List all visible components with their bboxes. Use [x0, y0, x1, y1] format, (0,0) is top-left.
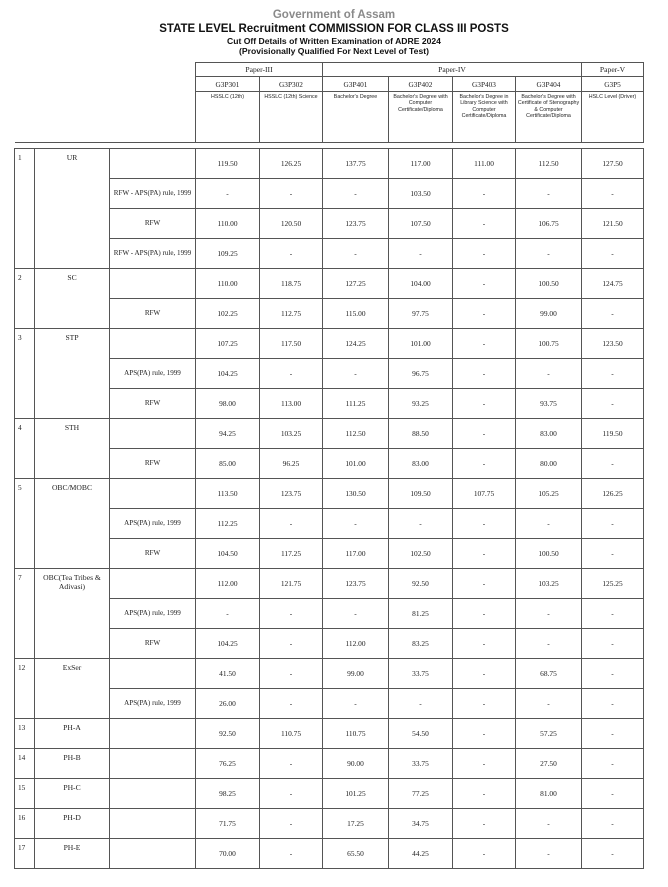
sub-category	[110, 809, 196, 839]
sub-category: RFW	[110, 389, 196, 419]
cutoff-value: 17.25	[323, 809, 389, 839]
cutoff-value: 101.00	[323, 449, 389, 479]
sub-category: RFW	[110, 539, 196, 569]
table-row	[15, 269, 644, 299]
cutoff-value: 119.50	[196, 149, 260, 179]
cutoff-value: 112.50	[323, 419, 389, 449]
cutoff-value: -	[453, 239, 516, 269]
cutoff-value: 117.00	[323, 539, 389, 569]
paper-iii-header: Paper-III	[196, 63, 323, 77]
cutoff-value: 107.75	[453, 479, 516, 509]
cutoff-value: -	[453, 329, 516, 359]
cutoff-value: 118.75	[260, 269, 323, 299]
cutoff-value: -	[582, 239, 644, 269]
cutoff-value: -	[516, 689, 582, 719]
cutoff-value: 113.50	[196, 479, 260, 509]
serial-number: 2	[15, 269, 35, 329]
cutoff-value: -	[323, 359, 389, 389]
paper-header-row	[15, 63, 644, 77]
cutoff-value: -	[453, 779, 516, 809]
cutoff-value: -	[389, 239, 453, 269]
serial-number: 5	[15, 479, 35, 569]
serial-number: 3	[15, 329, 35, 419]
cutoff-value: 70.00	[196, 839, 260, 869]
cutoff-value: 123.50	[582, 329, 644, 359]
cutoff-value: -	[582, 809, 644, 839]
table-row	[15, 509, 644, 539]
cutoff-value: 104.25	[196, 629, 260, 659]
code-g3p402: G3P402	[389, 77, 453, 92]
cutoff-value: -	[260, 659, 323, 689]
qualification-g3p5: HSLC Level (Driver)	[582, 92, 644, 143]
code-g3p401: G3P401	[323, 77, 389, 92]
sub-category	[110, 779, 196, 809]
cutoff-value: 109.50	[389, 479, 453, 509]
cutoff-value: -	[453, 839, 516, 869]
cutoff-value: -	[453, 509, 516, 539]
cutoff-value: 97.75	[389, 299, 453, 329]
cutoff-value: 120.50	[260, 209, 323, 239]
cutoff-value: -	[323, 179, 389, 209]
cutoff-value: 100.50	[516, 539, 582, 569]
cutoff-value: -	[582, 299, 644, 329]
cutoff-value: -	[260, 179, 323, 209]
cutoff-value: -	[453, 569, 516, 599]
cutoff-value: -	[582, 389, 644, 419]
cutoff-value: 119.50	[582, 419, 644, 449]
table-row	[15, 599, 644, 629]
table-row	[15, 329, 644, 359]
serial-number: 16	[15, 809, 35, 839]
cutoff-value: -	[582, 539, 644, 569]
sub-category: APS(PA) rule, 1999	[110, 359, 196, 389]
serial-number: 4	[15, 419, 35, 479]
cutoff-value: 110.75	[323, 719, 389, 749]
sub-category	[110, 419, 196, 449]
cutoff-value: -	[453, 749, 516, 779]
qualification-g3p401: Bachelor's Degree	[323, 92, 389, 143]
cutoff-value: 110.00	[196, 269, 260, 299]
category-name: PH-D	[35, 809, 110, 839]
category-name: PH-E	[35, 839, 110, 869]
cutoff-value: 107.50	[389, 209, 453, 239]
cutoff-value: 77.25	[389, 779, 453, 809]
cutoff-value: 68.75	[516, 659, 582, 689]
qualification-g3p402: Bachelor's Degree with Computer Certificate/Diploma	[389, 92, 453, 143]
government-title: Government of Assam	[272, 9, 396, 21]
cutoff-value: 117.25	[260, 539, 323, 569]
sub-category	[110, 149, 196, 179]
sub-category: RFW	[110, 629, 196, 659]
cutoff-value: -	[196, 179, 260, 209]
cutoff-value: -	[453, 809, 516, 839]
cutoff-value: 106.75	[516, 209, 582, 239]
qualification-header-row	[15, 92, 644, 143]
table-row	[15, 719, 644, 749]
cutoff-value: -	[516, 239, 582, 269]
cutoff-value: 101.00	[389, 329, 453, 359]
cutoff-value: 104.00	[389, 269, 453, 299]
category-name: STP	[35, 329, 110, 419]
code-g3p301: G3P301	[196, 77, 260, 92]
sub-category	[110, 269, 196, 299]
cutoff-value: 103.25	[516, 569, 582, 599]
cutoff-table	[14, 62, 644, 869]
cutoff-value: 98.25	[196, 779, 260, 809]
cutoff-value: 33.75	[389, 749, 453, 779]
cutoff-value: 93.75	[516, 389, 582, 419]
sub-category: RFW	[110, 299, 196, 329]
document-header	[0, 9, 668, 56]
cutoff-value: 98.00	[196, 389, 260, 419]
code-header-row	[15, 77, 644, 92]
cutoff-value: -	[453, 269, 516, 299]
cutoff-value: 81.00	[516, 779, 582, 809]
cutoff-value: 126.25	[582, 479, 644, 509]
cutoff-value: -	[260, 839, 323, 869]
serial-number: 7	[15, 569, 35, 659]
table-row	[15, 149, 644, 179]
cutoff-value: -	[516, 629, 582, 659]
cutoff-value: -	[260, 629, 323, 659]
cutoff-value: 126.25	[260, 149, 323, 179]
cutoff-value: -	[453, 659, 516, 689]
cutoff-value: 99.00	[323, 659, 389, 689]
sub-category: APS(PA) rule, 1999	[110, 509, 196, 539]
cutoff-value: 93.25	[389, 389, 453, 419]
cutoff-value: 26.00	[196, 689, 260, 719]
table-row	[15, 179, 644, 209]
cutoff-value: -	[582, 599, 644, 629]
table-row	[15, 809, 644, 839]
cutoff-value: -	[453, 599, 516, 629]
table-row	[15, 539, 644, 569]
cutoff-value: 81.25	[389, 599, 453, 629]
cutoff-value: 96.75	[389, 359, 453, 389]
qualification-g3p403: Bachelor's Degree in Library Science with Computer Certificate/Diploma	[453, 92, 516, 143]
table-row	[15, 779, 644, 809]
serial-number: 13	[15, 719, 35, 749]
cutoff-value: -	[453, 389, 516, 419]
commission-title: STATE LEVEL Recruitment COMMISSION FOR CLASS III POSTS	[159, 23, 509, 35]
sub-category	[110, 479, 196, 509]
cutoff-value: -	[582, 509, 644, 539]
serial-number: 17	[15, 839, 35, 869]
cutoff-value: 104.50	[196, 539, 260, 569]
cutoff-value: 99.00	[516, 299, 582, 329]
cutoff-value: 124.75	[582, 269, 644, 299]
cutoff-value: -	[389, 689, 453, 719]
cutoff-value: 123.75	[323, 569, 389, 599]
cutoff-value: 76.25	[196, 749, 260, 779]
cutoff-value: 127.50	[582, 149, 644, 179]
sub-category: RFW	[110, 449, 196, 479]
cutoff-value: -	[582, 719, 644, 749]
cutoff-value: 110.00	[196, 209, 260, 239]
sub-category: APS(PA) rule, 1999	[110, 689, 196, 719]
cutoff-value: -	[453, 689, 516, 719]
cutoff-value: -	[323, 689, 389, 719]
serial-number: 1	[15, 149, 35, 269]
cutoff-value: -	[582, 659, 644, 689]
table-row	[15, 659, 644, 689]
cutoff-value: 102.50	[389, 539, 453, 569]
cutoff-value: 112.75	[260, 299, 323, 329]
cutoff-value: -	[582, 689, 644, 719]
cutoff-value: -	[582, 749, 644, 779]
cutoff-value: 130.50	[323, 479, 389, 509]
cutoff-value: 107.25	[196, 329, 260, 359]
subtitle-line-2: (Provisionally Qualified For Next Level of Test)	[239, 46, 429, 56]
cutoff-value: 105.25	[516, 479, 582, 509]
category-name: UR	[35, 149, 110, 269]
category-name: PH-B	[35, 749, 110, 779]
cutoff-value: -	[260, 779, 323, 809]
cutoff-value: 112.25	[196, 509, 260, 539]
table-row	[15, 449, 644, 479]
category-name: PH-C	[35, 779, 110, 809]
cutoff-value: -	[453, 209, 516, 239]
cutoff-value: 121.75	[260, 569, 323, 599]
table-row	[15, 749, 644, 779]
sub-category	[110, 719, 196, 749]
cutoff-value: 115.00	[323, 299, 389, 329]
cutoff-value: 100.75	[516, 329, 582, 359]
cutoff-value: -	[323, 509, 389, 539]
cutoff-value: 94.25	[196, 419, 260, 449]
cutoff-value: 112.50	[516, 149, 582, 179]
cutoff-value: -	[516, 809, 582, 839]
code-g3p302: G3P302	[260, 77, 323, 92]
cutoff-value: 92.50	[389, 569, 453, 599]
table-row	[15, 479, 644, 509]
cutoff-value: -	[260, 749, 323, 779]
category-name: STH	[35, 419, 110, 479]
cutoff-value: 111.25	[323, 389, 389, 419]
sub-category	[110, 329, 196, 359]
table-row	[15, 689, 644, 719]
cutoff-value: 83.00	[389, 449, 453, 479]
cutoff-value: -	[516, 599, 582, 629]
cutoff-value: -	[582, 179, 644, 209]
cutoff-value: -	[389, 509, 453, 539]
cutoff-value: -	[260, 239, 323, 269]
cutoff-value: -	[323, 599, 389, 629]
table-row	[15, 629, 644, 659]
cutoff-value: 124.25	[323, 329, 389, 359]
serial-number: 14	[15, 749, 35, 779]
cutoff-value: 121.50	[582, 209, 644, 239]
cutoff-value: -	[582, 779, 644, 809]
table-row	[15, 419, 644, 449]
cutoff-value: 96.25	[260, 449, 323, 479]
cutoff-value: 117.00	[389, 149, 453, 179]
cutoff-value: -	[453, 299, 516, 329]
cutoff-value: -	[260, 809, 323, 839]
qualification-g3p301: HSSLC (12th)	[196, 92, 260, 143]
cutoff-value: 65.50	[323, 839, 389, 869]
cutoff-value: 44.25	[389, 839, 453, 869]
cutoff-value: -	[582, 839, 644, 869]
table-row	[15, 389, 644, 419]
cutoff-value: 111.00	[453, 149, 516, 179]
cutoff-value: 112.00	[323, 629, 389, 659]
cutoff-value: -	[516, 359, 582, 389]
cutoff-value: 112.00	[196, 569, 260, 599]
cutoff-value: -	[196, 599, 260, 629]
cutoff-value: -	[260, 599, 323, 629]
category-name: SC	[35, 269, 110, 329]
cutoff-value: -	[260, 689, 323, 719]
cutoff-value: 57.25	[516, 719, 582, 749]
cutoff-value: 101.25	[323, 779, 389, 809]
cutoff-value: -	[453, 449, 516, 479]
paper-iv-header: Paper-IV	[323, 63, 582, 77]
cutoff-value: 103.25	[260, 419, 323, 449]
sub-category: APS(PA) rule, 1999	[110, 599, 196, 629]
cutoff-value: 83.00	[516, 419, 582, 449]
cutoff-value: 123.75	[323, 209, 389, 239]
table-row	[15, 839, 644, 869]
sub-category	[110, 659, 196, 689]
table-row	[15, 359, 644, 389]
code-g3p403: G3P403	[453, 77, 516, 92]
cutoff-value: -	[453, 419, 516, 449]
cutoff-value: 34.75	[389, 809, 453, 839]
sub-category	[110, 839, 196, 869]
sub-category: RFW - APS(PA) rule, 1999	[110, 179, 196, 209]
cutoff-value: 41.50	[196, 659, 260, 689]
cutoff-value: 85.00	[196, 449, 260, 479]
cutoff-value: 88.50	[389, 419, 453, 449]
sub-category	[110, 749, 196, 779]
cutoff-value: -	[323, 239, 389, 269]
cutoff-value: 100.50	[516, 269, 582, 299]
table-row	[15, 299, 644, 329]
serial-number: 12	[15, 659, 35, 719]
code-g3p404: G3P404	[516, 77, 582, 92]
cutoff-value: -	[453, 539, 516, 569]
category-name: OBC(Tea Tribes & Adivasi)	[35, 569, 110, 659]
cutoff-value: 92.50	[196, 719, 260, 749]
sub-category: RFW - APS(PA) rule, 1999	[110, 239, 196, 269]
table-row	[15, 209, 644, 239]
cutoff-value: 71.75	[196, 809, 260, 839]
cutoff-value: 110.75	[260, 719, 323, 749]
table-row	[15, 569, 644, 599]
qualification-g3p302: HSSLC (12th) Science	[260, 92, 323, 143]
cutoff-value: 125.25	[582, 569, 644, 599]
cutoff-value: -	[582, 359, 644, 389]
cutoff-value: 103.50	[389, 179, 453, 209]
cutoff-value: -	[453, 629, 516, 659]
code-g3p5: G3P5	[582, 77, 644, 92]
cutoff-value: 54.50	[389, 719, 453, 749]
cutoff-value: 27.50	[516, 749, 582, 779]
cutoff-value: 102.25	[196, 299, 260, 329]
category-name: PH-A	[35, 719, 110, 749]
cutoff-value: 137.75	[323, 149, 389, 179]
subtitle-line-1: Cut Off Details of Written Examination of ADRE 2024	[227, 36, 441, 46]
cutoff-value: -	[453, 179, 516, 209]
table-row	[15, 239, 644, 269]
cutoff-value: -	[516, 509, 582, 539]
category-name: ExSer	[35, 659, 110, 719]
cutoff-value: 127.25	[323, 269, 389, 299]
cutoff-value: -	[453, 719, 516, 749]
sub-category: RFW	[110, 209, 196, 239]
cutoff-value: 90.00	[323, 749, 389, 779]
cutoff-value: -	[516, 179, 582, 209]
cutoff-value: 123.75	[260, 479, 323, 509]
cutoff-value: 109.25	[196, 239, 260, 269]
cutoff-value: 104.25	[196, 359, 260, 389]
cutoff-value: 83.25	[389, 629, 453, 659]
cutoff-value: -	[516, 839, 582, 869]
category-name: OBC/MOBC	[35, 479, 110, 569]
cutoff-value: -	[582, 449, 644, 479]
cutoff-value: 113.00	[260, 389, 323, 419]
serial-number: 15	[15, 779, 35, 809]
cutoff-value: 117.50	[260, 329, 323, 359]
cutoff-value: -	[453, 359, 516, 389]
cutoff-value: -	[582, 629, 644, 659]
cutoff-value: -	[260, 359, 323, 389]
cutoff-value: 33.75	[389, 659, 453, 689]
qualification-g3p404: Bachelor's Degree with Certificate of Stenography & Computer Certificate/Diploma	[516, 92, 582, 143]
cutoff-value: 80.00	[516, 449, 582, 479]
cutoff-value: -	[260, 509, 323, 539]
paper-v-header: Paper-V	[582, 63, 644, 77]
sub-category	[110, 569, 196, 599]
